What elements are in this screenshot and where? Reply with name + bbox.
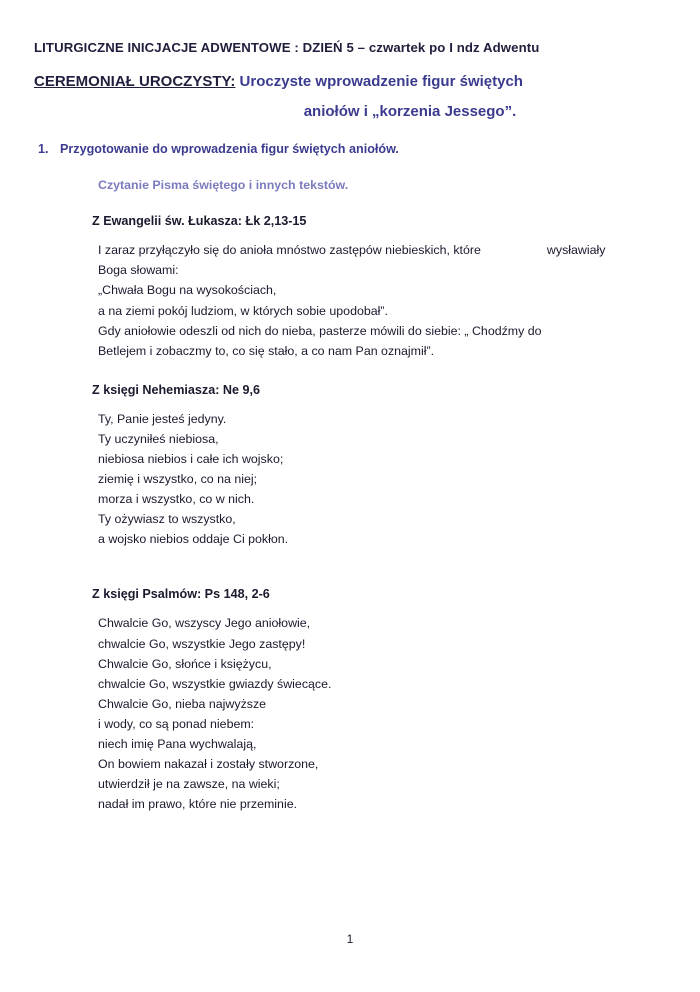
scripture-line: On bowiem nakazał i zostały stworzone,	[98, 757, 319, 772]
ceremonial-text: Uroczyste wprowadzenie figur świętych	[235, 73, 523, 90]
section-body	[92, 409, 666, 550]
scripture-line: Chwalcie Go, wszyscy Jego aniołowie,	[98, 616, 311, 631]
scripture-line: a na ziemi pokój ludziom, w których sobie upodobał”.	[98, 303, 388, 318]
scripture-line: i wody, co są ponad niebem:	[98, 716, 255, 731]
scripture-line: Betlejem i zobaczmy to, co się stało, a co nam Pan oznajmił”.	[98, 343, 435, 358]
scripture-line	[98, 240, 666, 260]
section-heading: Z Ewangelii św. Łukasza: Łk 2,13-15	[92, 214, 307, 229]
scripture-line: Chwalcie Go, nieba najwyższe	[98, 696, 267, 711]
page-number: 1	[346, 932, 354, 946]
scripture-line: chwalcie Go, wszystkie Jego zastępy!	[98, 636, 306, 651]
scripture-section-luke	[34, 214, 666, 361]
scripture-line: niech imię Pana wychwalają,	[98, 737, 257, 752]
scripture-line: Boga słowami:	[98, 263, 179, 278]
section-body	[92, 240, 666, 361]
scripture-line: Ty uczyniłeś niebiosa,	[98, 431, 219, 446]
scripture-line: niebiosa niebios i całe ich wojsko;	[98, 452, 284, 466]
scripture-line: Chwalcie Go, słońce i księżycu,	[98, 656, 272, 671]
scripture-line: chwalcie Go, wszystkie gwiazdy świecące.	[98, 676, 332, 691]
section-heading: Z księgi Nehemiasza: Ne 9,6	[92, 382, 260, 397]
ceremonial-heading	[34, 72, 666, 92]
numbered-item-1-number: 1.	[38, 142, 49, 157]
ceremonial-label: CEREMONIAŁ UROCZYSTY:	[34, 73, 236, 90]
scripture-line: ziemię i wszystko, co na niej;	[98, 472, 258, 487]
scripture-line: Ty, Panie jesteś jedyny.	[98, 411, 227, 426]
scripture-section-psalms	[34, 587, 666, 814]
scripture-line: a wojsko niebios oddaje Ci pokłon.	[98, 532, 289, 547]
numbered-item-1-label: Przygotowanie do wprowadzenia figur świętych aniołów.	[60, 142, 399, 157]
ceremonial-heading-line2: aniołów i „korzenia Jessego”.	[303, 103, 517, 121]
numbered-item-1	[34, 142, 666, 156]
section-body	[92, 613, 666, 814]
scripture-line: Ty ożywiasz to wszystko,	[98, 512, 236, 527]
scripture-line-text: I zaraz przyłączyło się do anioła mnóstwo zastępów niebieskich, które	[98, 243, 481, 258]
scripture-line: morza i wszystko, co w nich.	[98, 492, 255, 507]
scripture-line-extra: wysławiały	[546, 243, 606, 258]
scripture-line: utwierdził je na zawsze, na wieki;	[98, 777, 280, 792]
document-title: LITURGICZNE INICJACJE ADWENTOWE : DZIEŃ 5 – czwartek po I ndz Adwentu	[34, 40, 540, 55]
scripture-line: nadał im prawo, które nie przeminie.	[98, 797, 298, 812]
section-heading: Z księgi Psalmów: Ps 148, 2-6	[92, 587, 270, 602]
reading-note: Czytanie Pisma świętego i innych tekstów.	[98, 178, 349, 193]
scripture-line: „Chwała Bogu na wysokościach,	[98, 283, 277, 298]
scripture-line: Gdy aniołowie odeszli od nich do nieba, pasterze mówili do siebie: „ Chodźmy do	[98, 323, 542, 338]
scripture-section-nehemiah	[34, 383, 666, 550]
